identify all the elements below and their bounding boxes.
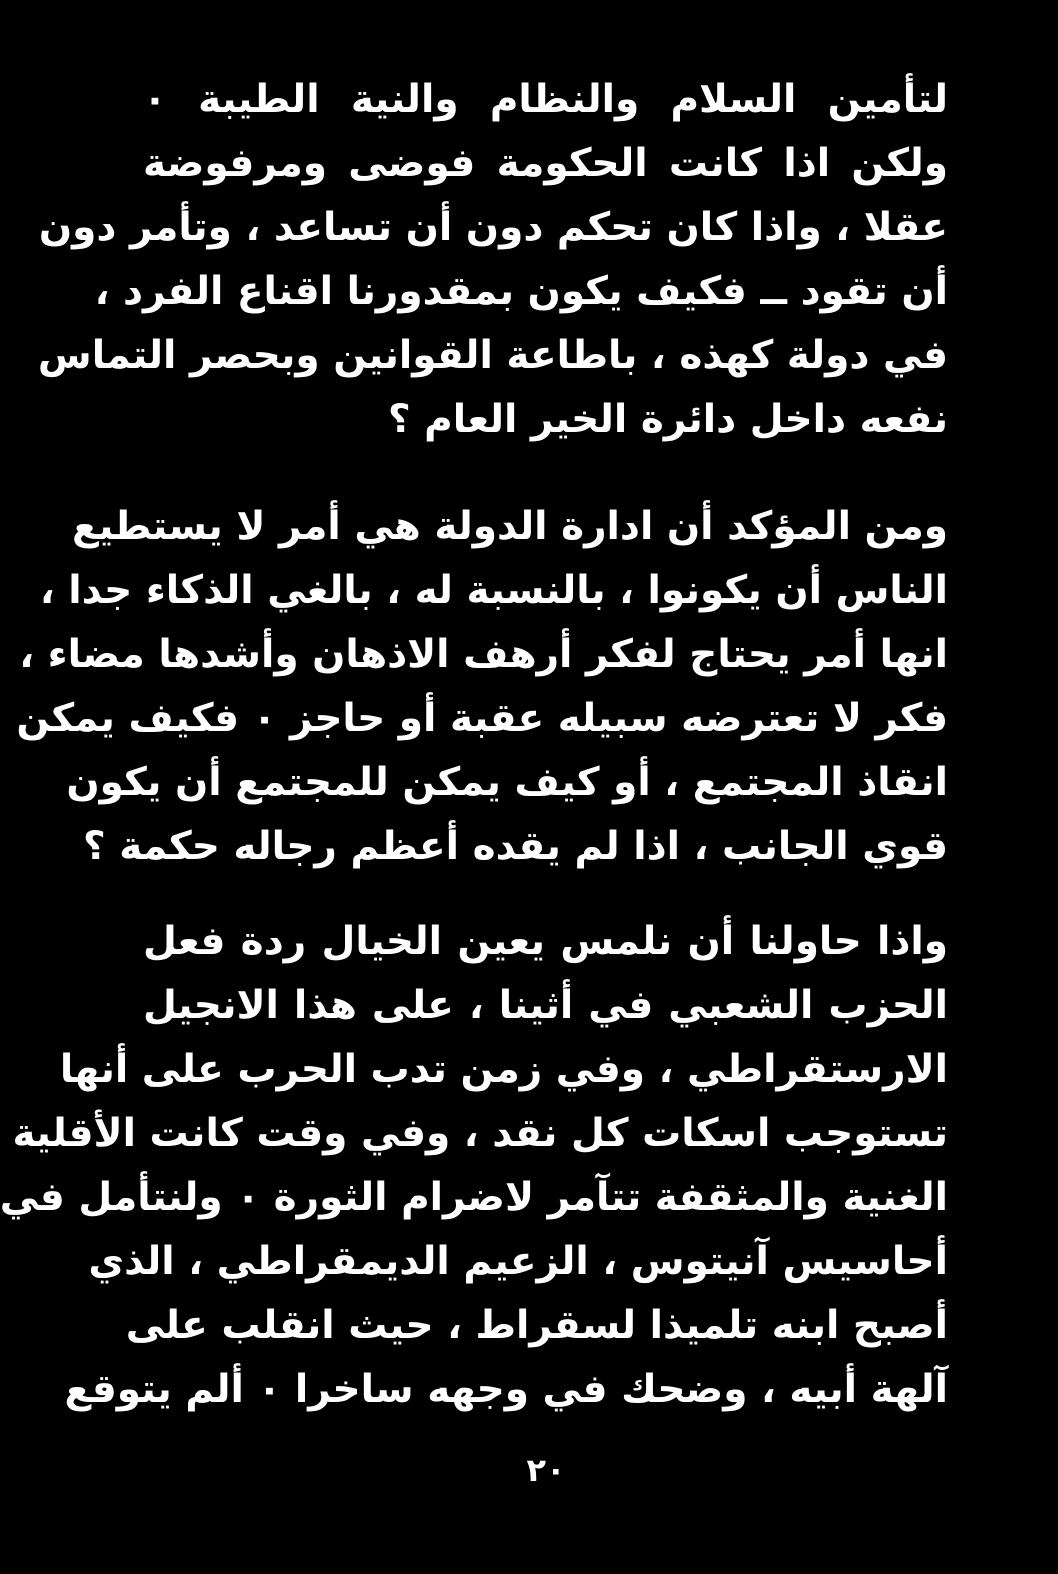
text-line: الارستقراطي ، وفي زمن تدب الحرب على أنها: [59, 1047, 948, 1092]
paragraph-1: [37, 68, 948, 452]
text-line: نفعه داخل دائرة الخير العام ؟: [387, 397, 948, 442]
text-line: واذا حاولنا أن نلمس يعين الخيال ردة فعل: [143, 919, 948, 964]
text-line: الناس أن يكونوا ، بالنسبة له ، بالغي الذكاء جدا ،: [39, 568, 948, 613]
text-line: الحزب الشعبي في أثينا ، على هذا الانجيل: [143, 983, 948, 1028]
text-line: في دولة كهذه ، باطاعة القوانين وبحصر التماس: [37, 333, 948, 378]
text-line: أحاسيس آنيتوس ، الزعيم الديمقراطي ، الذي: [88, 1239, 948, 1284]
text-line: ومن المؤكد أن ادارة الدولة هي أمر لا يستطيع: [72, 504, 948, 549]
text-line: أصبح ابنه تلميذا لسقراط ، حيث انقلب على: [125, 1303, 948, 1348]
text-line: الغنية والمثقفة تتآمر لاضرام الثورة ٠ ولنتأمل في: [0, 1175, 948, 1220]
text-line: عقلا ، واذا كان تحكم دون أن تساعد ، وتأمر دون: [38, 205, 948, 250]
text-line: آلهة أبيه ، وضحك في وجهه ساخرا ٠ ألم يتوقع: [64, 1367, 948, 1412]
paragraph-2: [16, 495, 948, 879]
text-line: أن تقود ــ فكيف يكون بمقدورنا اقناع الفرد ،: [94, 269, 948, 314]
text-line: قوي الجانب ، اذا لم يقده أعظم رجاله حكمة ؟: [83, 824, 948, 869]
paragraph-3: [0, 910, 948, 1422]
text-line: ولكن اذا كانت الحكومة فوضى ومرفوضة: [143, 141, 948, 186]
page-number: ٢٠: [526, 1451, 566, 1489]
text-line: انها أمر يحتاج لفكر أرهف الاذهان وأشدها مضاء ،: [19, 632, 948, 677]
text-line: انقاذ المجتمع ، أو كيف يمكن للمجتمع أن يكون: [66, 760, 948, 805]
text-line: لتأمين السلام والنظام والنية الطيبة ٠: [143, 77, 948, 122]
text-line: فكر لا تعترضه سبيله عقبة أو حاجز ٠ فكيف يمكن: [16, 696, 948, 741]
text-line: تستوجب اسكات كل نقد ، وفي وقت كانت الأقلية: [12, 1111, 948, 1156]
